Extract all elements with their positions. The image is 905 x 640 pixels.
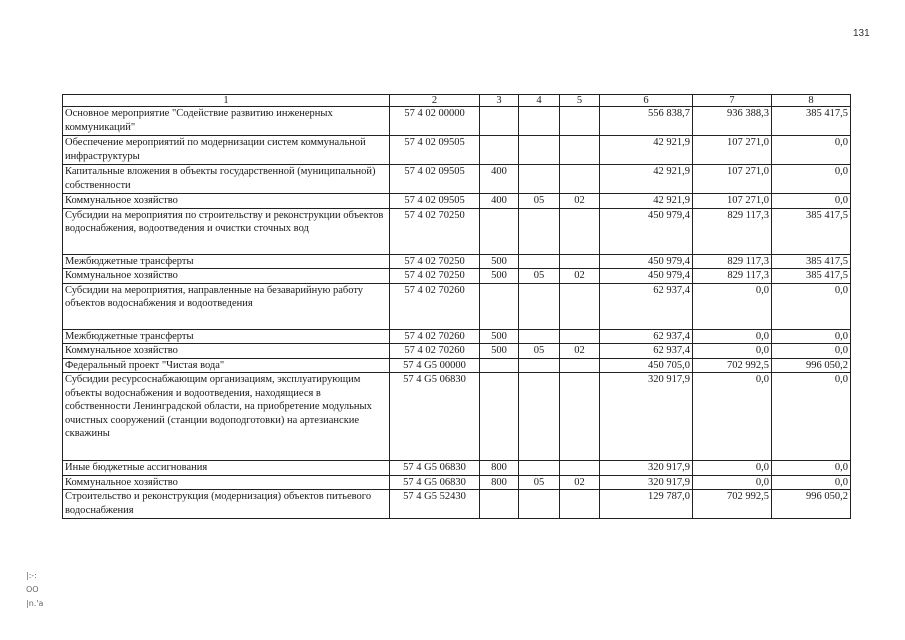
cell-col5	[560, 373, 600, 461]
cell-name: Субсидии ресурсоснабжающим организациям, эксплуатирующим объекты водоснабжения и водоотведения, находящиеся в собственности Ленинградской области, на приобретение модульных очистных сооружений (станции водоподготовки) на артезианские скважины	[63, 373, 390, 461]
cell-col5	[560, 490, 600, 519]
cell-amount-7: 702 992,5	[693, 358, 772, 373]
cell-col4: 05	[519, 344, 560, 359]
cell-amount-8: 0,0	[772, 329, 851, 344]
cell-col5	[560, 107, 600, 136]
cell-amount-8: 0,0	[772, 475, 851, 490]
cell-col5	[560, 208, 600, 254]
cell-amount-7: 0,0	[693, 344, 772, 359]
cell-amount-6: 320 917,9	[600, 475, 693, 490]
cell-code: 57 4 02 70250	[390, 269, 480, 284]
cell-col3: 400	[480, 194, 519, 209]
cell-code: 57 4 02 70260	[390, 344, 480, 359]
cell-col5	[560, 165, 600, 194]
header-row	[63, 95, 851, 107]
cell-col3	[480, 107, 519, 136]
table-row	[63, 475, 851, 490]
cell-amount-7: 107 271,0	[693, 194, 772, 209]
cell-col4: 05	[519, 194, 560, 209]
cell-col5	[560, 283, 600, 329]
header-cell-5: 5	[560, 95, 600, 107]
table-row	[63, 373, 851, 461]
cell-col4: 05	[519, 475, 560, 490]
table-row	[63, 344, 851, 359]
cell-name: Межбюджетные трансферты	[63, 329, 390, 344]
cell-amount-8: 0,0	[772, 373, 851, 461]
cell-col4	[519, 136, 560, 165]
table-row	[63, 107, 851, 136]
cell-amount-7: 936 388,3	[693, 107, 772, 136]
cell-col4: 05	[519, 269, 560, 284]
cell-amount-8: 0,0	[772, 136, 851, 165]
cell-col3	[480, 490, 519, 519]
header-cell-7: 7	[693, 95, 772, 107]
cell-amount-7: 0,0	[693, 461, 772, 476]
cell-col4	[519, 329, 560, 344]
header-cell-4: 4	[519, 95, 560, 107]
cell-amount-7: 107 271,0	[693, 165, 772, 194]
cell-col4	[519, 358, 560, 373]
cell-name: Иные бюджетные ассигнования	[63, 461, 390, 476]
cell-amount-6: 450 979,4	[600, 208, 693, 254]
cell-amount-7: 829 117,3	[693, 269, 772, 284]
cell-col3: 500	[480, 329, 519, 344]
cell-amount-6: 320 917,9	[600, 461, 693, 476]
cell-col3	[480, 358, 519, 373]
cell-amount-6: 42 921,9	[600, 136, 693, 165]
cell-code: 57 4 02 70260	[390, 283, 480, 329]
header-cell-6: 6	[600, 95, 693, 107]
cell-col3: 500	[480, 254, 519, 269]
cell-amount-6: 450 979,4	[600, 254, 693, 269]
table-row	[63, 283, 851, 329]
table-row	[63, 194, 851, 209]
cell-col3: 400	[480, 165, 519, 194]
cell-amount-7: 0,0	[693, 475, 772, 490]
cell-amount-8: 0,0	[772, 283, 851, 329]
cell-amount-8: 385 417,5	[772, 107, 851, 136]
cell-code: 57 4 02 70250	[390, 254, 480, 269]
table-row	[63, 254, 851, 269]
cell-amount-8: 996 050,2	[772, 358, 851, 373]
table-row	[63, 136, 851, 165]
cell-name: Федеральный проект "Чистая вода"	[63, 358, 390, 373]
cell-code: 57 4 02 09505	[390, 165, 480, 194]
margin-mark: |n.'a	[26, 599, 44, 608]
cell-code: 57 4 02 70250	[390, 208, 480, 254]
cell-col3	[480, 208, 519, 254]
cell-col3	[480, 283, 519, 329]
cell-amount-7: 107 271,0	[693, 136, 772, 165]
cell-amount-8: 996 050,2	[772, 490, 851, 519]
cell-amount-8: 385 417,5	[772, 269, 851, 284]
page-number: 131	[853, 28, 870, 39]
cell-amount-6: 556 838,7	[600, 107, 693, 136]
table-row	[63, 329, 851, 344]
cell-amount-8: 385 417,5	[772, 254, 851, 269]
cell-amount-7: 702 992,5	[693, 490, 772, 519]
cell-col5	[560, 358, 600, 373]
cell-amount-6: 129 787,0	[600, 490, 693, 519]
cell-amount-6: 450 979,4	[600, 269, 693, 284]
cell-col4	[519, 165, 560, 194]
cell-name: Коммунальное хозяйство	[63, 194, 390, 209]
cell-col5: 02	[560, 344, 600, 359]
cell-col4	[519, 490, 560, 519]
table-row	[63, 490, 851, 519]
cell-name: Коммунальное хозяйство	[63, 269, 390, 284]
cell-amount-6: 320 917,9	[600, 373, 693, 461]
cell-amount-6: 62 937,4	[600, 283, 693, 329]
cell-col3: 800	[480, 461, 519, 476]
table-row	[63, 165, 851, 194]
cell-name: Обеспечение мероприятий по модернизации систем коммунальной инфраструктуры	[63, 136, 390, 165]
cell-code: 57 4 02 09505	[390, 194, 480, 209]
table-row	[63, 461, 851, 476]
cell-col5	[560, 136, 600, 165]
cell-col3	[480, 136, 519, 165]
margin-mark: |:-:	[26, 571, 37, 580]
cell-code: 57 4 G5 00000	[390, 358, 480, 373]
cell-code: 57 4 G5 06830	[390, 475, 480, 490]
cell-name: Капитальные вложения в объекты государственной (муниципальной) собственности	[63, 165, 390, 194]
cell-amount-6: 62 937,4	[600, 329, 693, 344]
cell-col4	[519, 461, 560, 476]
cell-col4	[519, 208, 560, 254]
cell-amount-8: 0,0	[772, 165, 851, 194]
cell-col5: 02	[560, 194, 600, 209]
cell-code: 57 4 G5 52430	[390, 490, 480, 519]
cell-col3: 500	[480, 269, 519, 284]
header-cell-2: 2	[390, 95, 480, 107]
cell-col5	[560, 254, 600, 269]
cell-amount-8: 0,0	[772, 461, 851, 476]
cell-amount-7: 0,0	[693, 329, 772, 344]
cell-col4	[519, 107, 560, 136]
table-row	[63, 208, 851, 254]
cell-col5: 02	[560, 475, 600, 490]
cell-col5: 02	[560, 269, 600, 284]
cell-amount-7: 0,0	[693, 283, 772, 329]
cell-name: Коммунальное хозяйство	[63, 344, 390, 359]
cell-code: 57 4 02 70260	[390, 329, 480, 344]
cell-name: Основное мероприятие "Содействие развитию инженерных коммуникаций"	[63, 107, 390, 136]
cell-amount-7: 829 117,3	[693, 208, 772, 254]
cell-col3: 800	[480, 475, 519, 490]
cell-code: 57 4 02 00000	[390, 107, 480, 136]
cell-name: Субсидии на мероприятия по строительству и реконструкции объектов водоснабжения, водоотведения и очистки сточных вод	[63, 208, 390, 254]
cell-amount-6: 62 937,4	[600, 344, 693, 359]
cell-col3: 500	[480, 344, 519, 359]
cell-code: 57 4 G5 06830	[390, 461, 480, 476]
table-row	[63, 358, 851, 373]
cell-amount-6: 42 921,9	[600, 165, 693, 194]
cell-amount-8: 0,0	[772, 194, 851, 209]
table-row	[63, 269, 851, 284]
cell-col3	[480, 373, 519, 461]
cell-amount-8: 385 417,5	[772, 208, 851, 254]
cell-name: Коммунальное хозяйство	[63, 475, 390, 490]
cell-code: 57 4 G5 06830	[390, 373, 480, 461]
header-cell-1: 1	[63, 95, 390, 107]
cell-col5	[560, 461, 600, 476]
cell-col4	[519, 283, 560, 329]
cell-amount-7: 829 117,3	[693, 254, 772, 269]
budget-table	[62, 94, 851, 519]
cell-name: Субсидии на мероприятия, направленные на безаварийную работу объектов водоснабжения и водоотведения	[63, 283, 390, 329]
cell-col4	[519, 254, 560, 269]
cell-col5	[560, 329, 600, 344]
cell-name: Строительство и реконструкция (модернизация) объектов питьевого водоснабжения	[63, 490, 390, 519]
header-cell-8: 8	[772, 95, 851, 107]
cell-amount-6: 42 921,9	[600, 194, 693, 209]
cell-code: 57 4 02 09505	[390, 136, 480, 165]
cell-amount-6: 450 705,0	[600, 358, 693, 373]
cell-amount-7: 0,0	[693, 373, 772, 461]
cell-col4	[519, 373, 560, 461]
header-cell-3: 3	[480, 95, 519, 107]
cell-amount-8: 0,0	[772, 344, 851, 359]
cell-name: Межбюджетные трансферты	[63, 254, 390, 269]
margin-mark: OO	[26, 585, 39, 594]
